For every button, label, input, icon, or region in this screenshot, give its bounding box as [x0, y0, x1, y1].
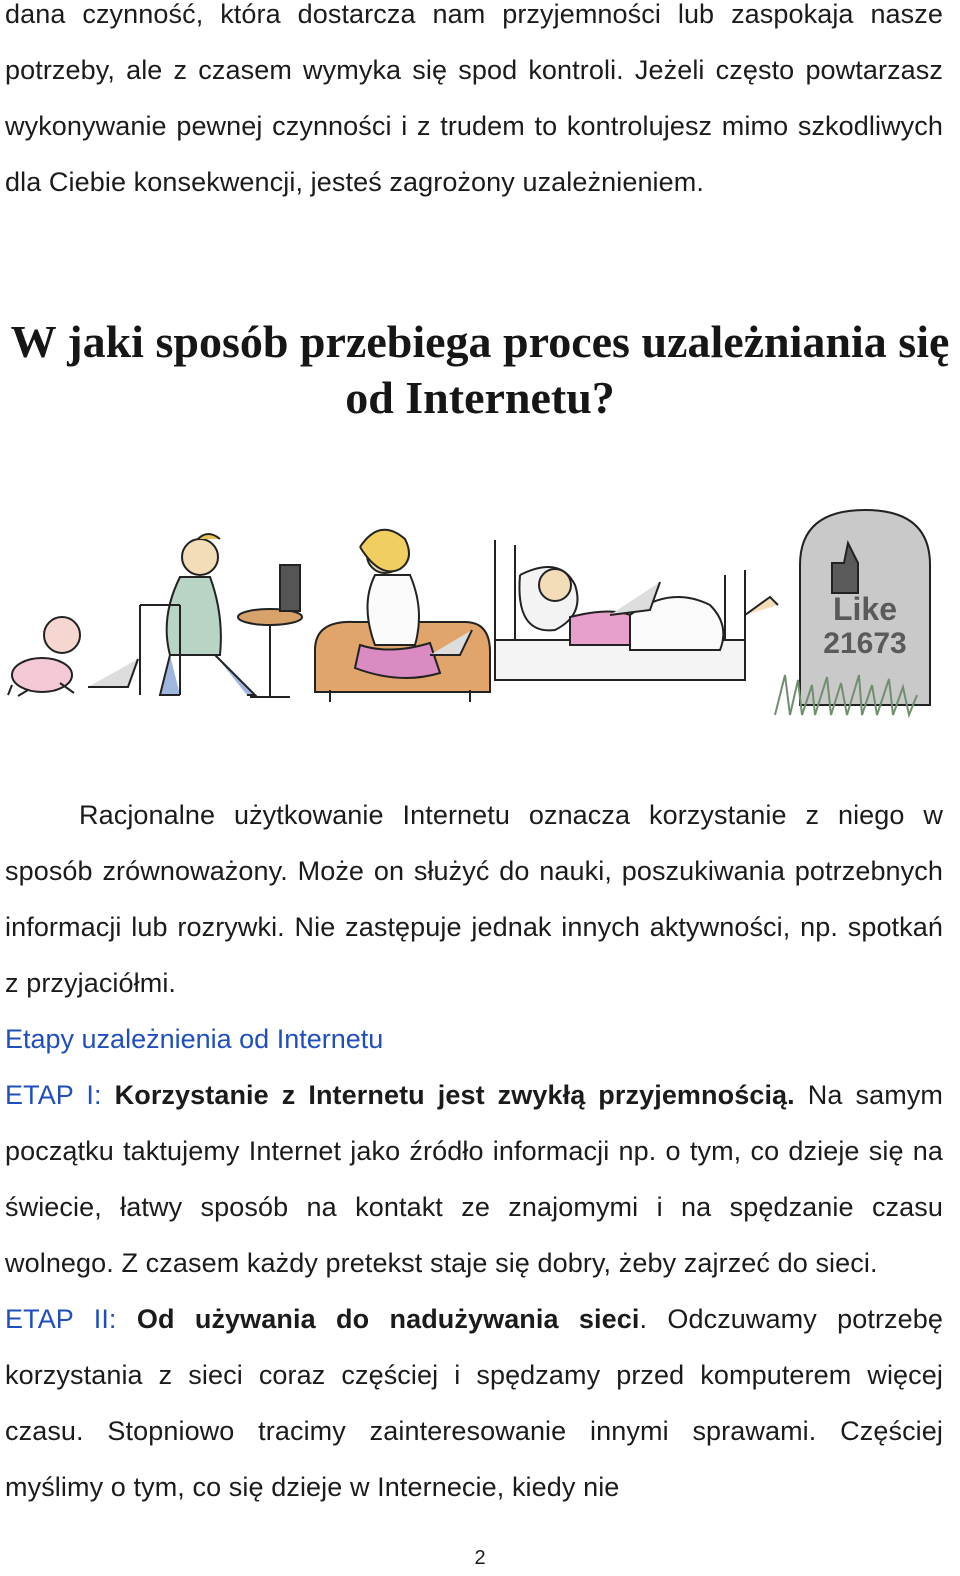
stage-2-text: Odczuwamy potrzebę korzystania z sieci coraz częściej i spędzamy przed komputerem więcej czasu. Stopniowo tracimy zainteresowanie innymi sprawami. Częściej myślimy o tym, co się dzieje w Internecie, kiedy nie: [5, 1304, 944, 1502]
stage-1-paragraph: [5, 1067, 943, 1291]
stage-1-title: Korzystanie z Internetu jest zwykłą przyjemnością.: [114, 1080, 795, 1110]
page-number: 2: [474, 1547, 486, 1569]
stage-1-label: ETAP I:: [5, 1080, 102, 1110]
stage-2-title: Od używania do nadużywania sieci: [136, 1304, 640, 1334]
intro-paragraph: dana czynność, która dostarcza nam przyjemności lub zaspokaja nasze potrzeby, ale z czasem wymyka się spod kontroli. Jeżeli często powtarzasz wykonywanie pewnej czynności i z trudem to kontrolujesz mimo szkodliwych dla Ciebie konsekwencji, jesteś zagrożony uzależnieniem.: [5, 0, 943, 197]
young-man-at-computer-figure: [140, 534, 302, 697]
baby-with-laptop-figure: [8, 617, 138, 696]
tombstone-count-text: 21673: [823, 627, 907, 660]
rational-use-paragraph: Racjonalne użytkowanie Internetu oznacza korzystanie z niego w sposób zrównoważony. Może on służyć do nauki, poszukiwania potrzebnych informacji lub rozrywki. Nie zastępuje jednak innych aktywności, np. spotkań z przyjaciółmi.: [5, 800, 943, 998]
tombstone-figure: [775, 510, 930, 715]
tombstone-like-text: Like: [832, 591, 898, 627]
stage-1-text: Na samym początku taktujemy Internet jako źródło informacji np. o tym, co dzieje się na świecie, łatwy sposób na kontakt ze znajomymi i na spędzanie czasu wolnego. Z czasem każdy pretekst staje się dobry, żeby zajrzeć do sieci.: [5, 1080, 943, 1278]
woman-on-sofa-figure: [315, 530, 490, 702]
stage-2-label: ETAP II:: [5, 1304, 117, 1334]
stages-heading: Etapy uzależnienia od Internetu: [5, 1024, 384, 1054]
page-title: [0, 314, 960, 426]
elderly-person-in-bed-figure: [495, 540, 778, 680]
title-line-1: W jaki sposób przebiega proces uzależniania się: [10, 316, 950, 367]
title-line-2: od Internetu?: [345, 372, 615, 423]
stage-2-paragraph: ETAP II: Od używania do nadużywania sieci. Odczuwamy potrzebę korzystania z sieci coraz częściej i spędzamy przed komputerem więcej czasu. Stopniowo tracimy zainteresowanie innymi sprawami. Częściej myślimy o tym, co się dzieje w Internecie, kiedy nie: [5, 1304, 944, 1502]
life-stages-illustration: [0, 505, 960, 750]
